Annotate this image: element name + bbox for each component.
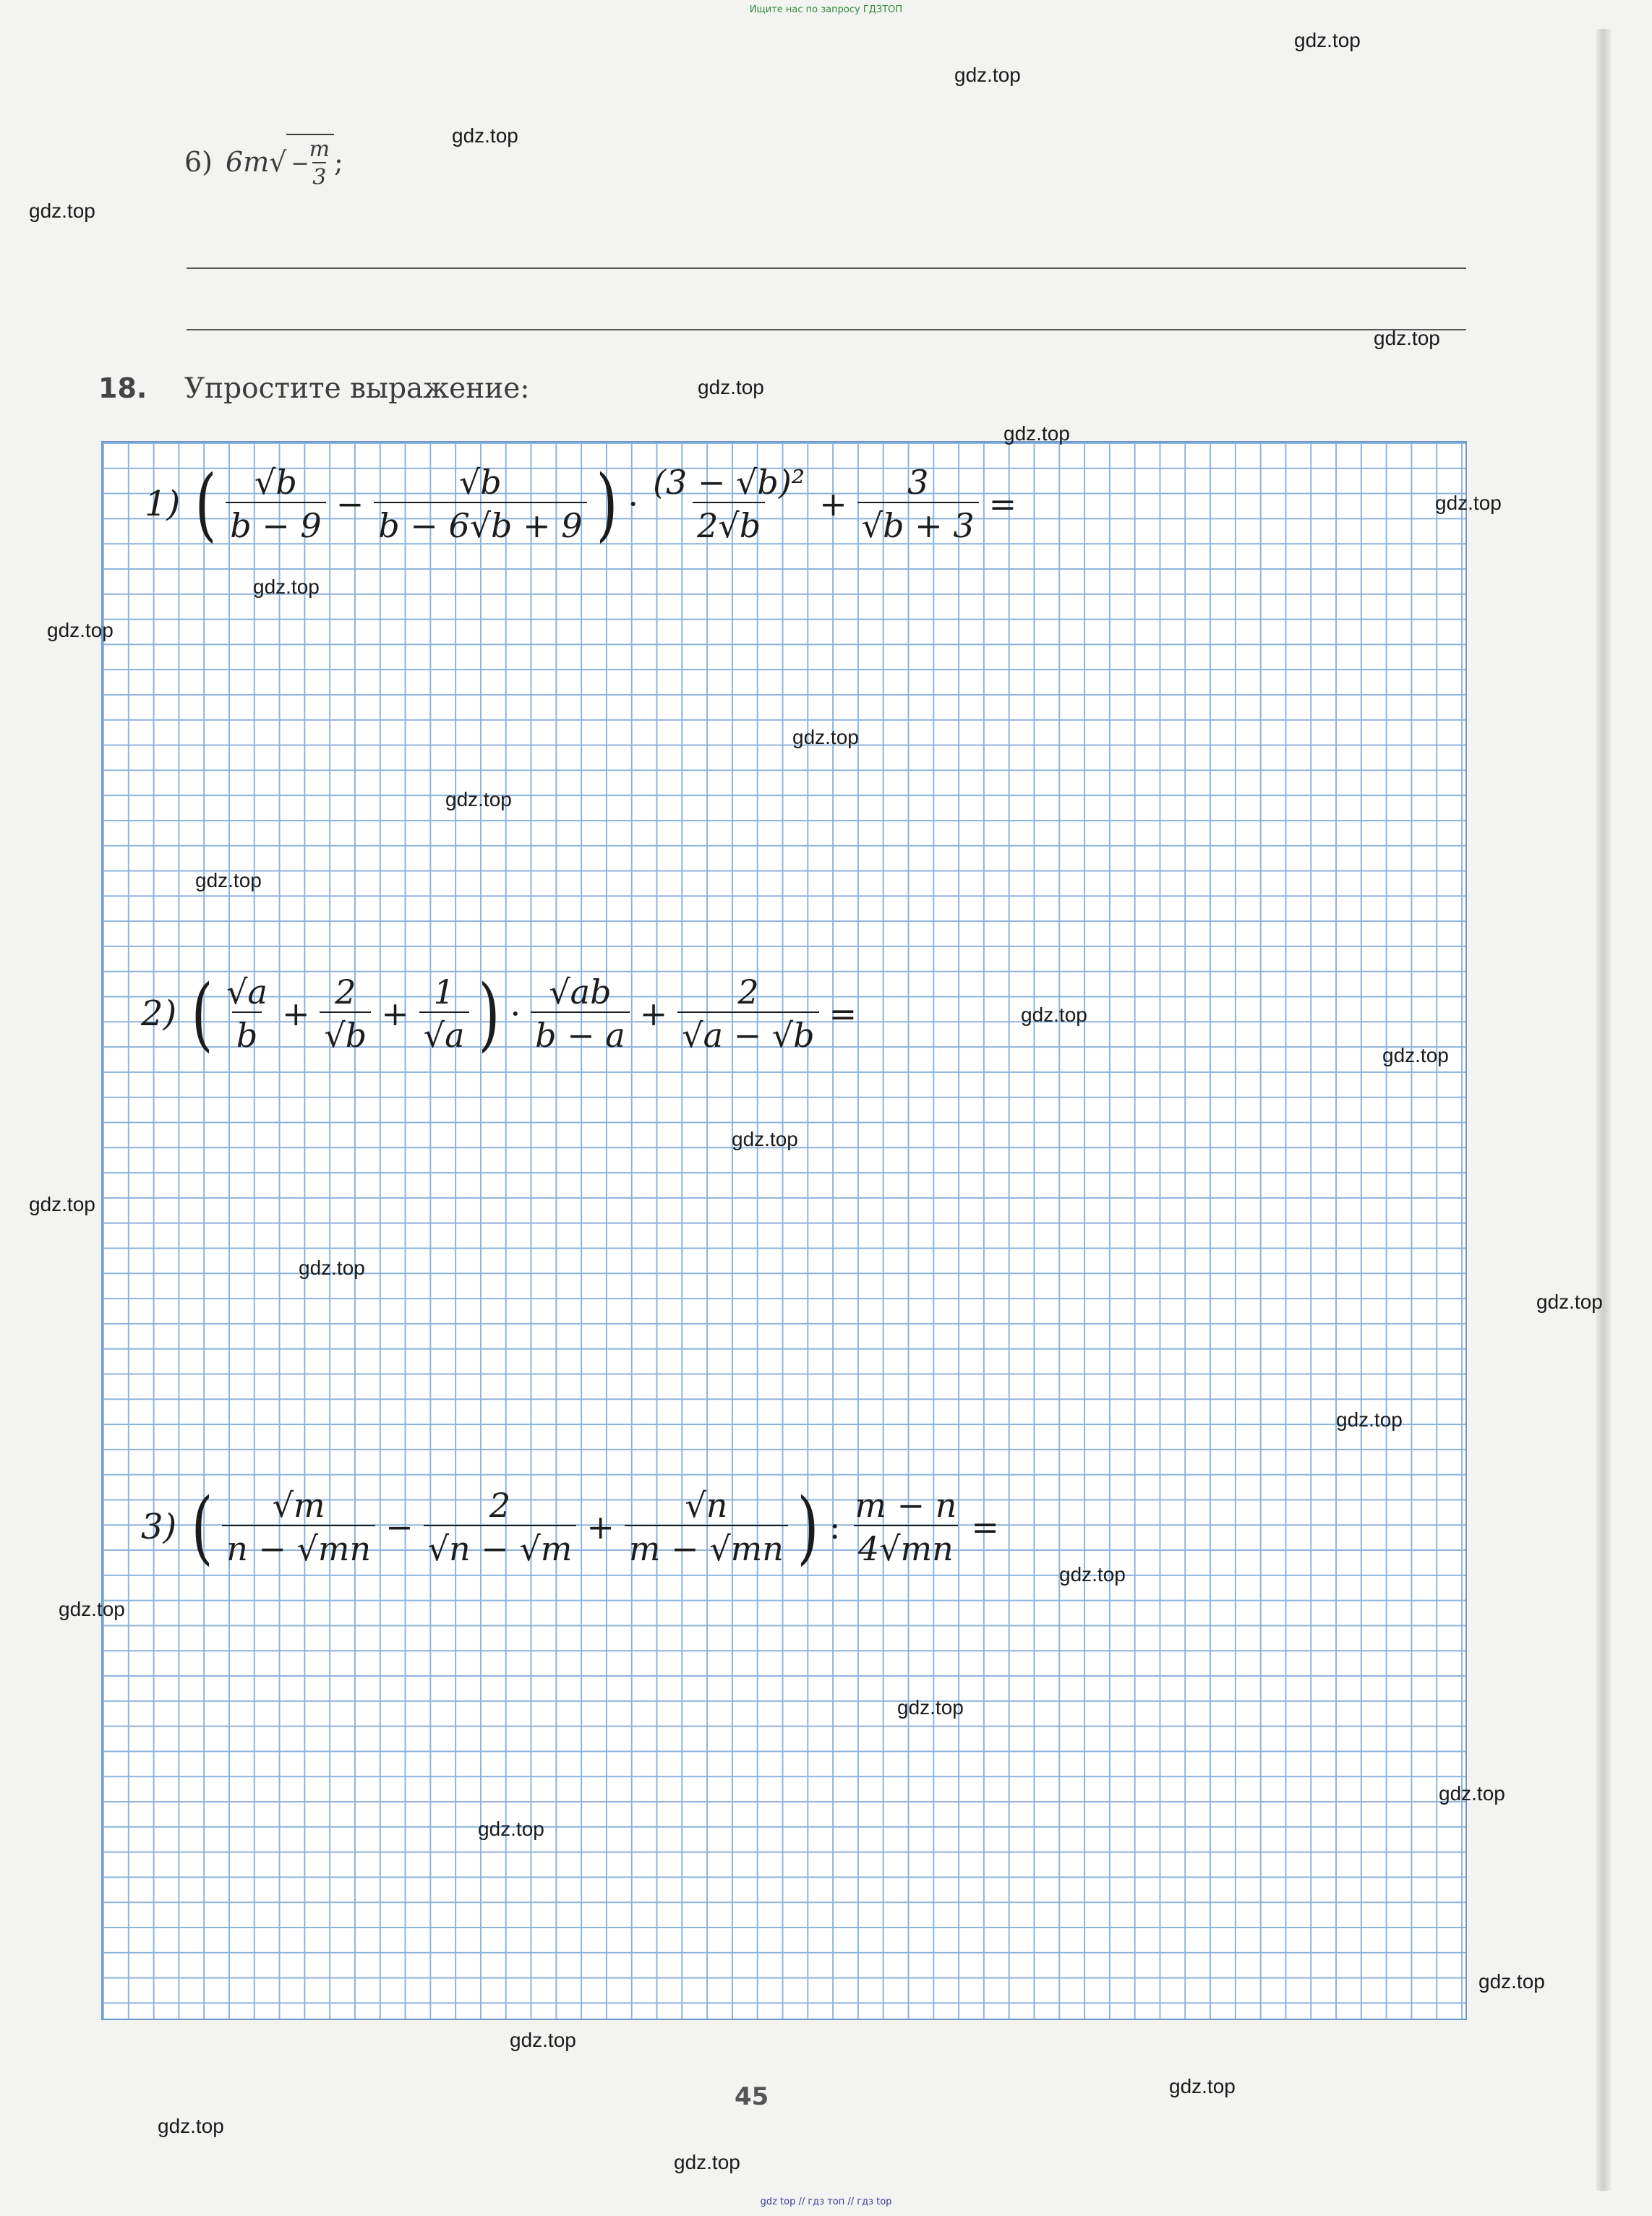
plus-sign: + <box>281 994 310 1033</box>
watermark: gdz.top <box>1536 1291 1603 1313</box>
watermark: gdz.top <box>732 1128 798 1150</box>
watermark: gdz.top <box>29 1193 95 1215</box>
watermark: gdz.top <box>510 2029 576 2051</box>
open-paren: ( <box>191 967 213 1060</box>
page-edge-shadow <box>1596 29 1611 2191</box>
watermark: gdz.top <box>299 1257 365 1279</box>
fraction: $\frac{√a}{b}$ <box>226 972 268 1055</box>
watermark: gdz.top <box>47 619 114 641</box>
close-paren: ) <box>595 458 618 550</box>
close-paren: ) <box>477 967 500 1060</box>
watermark: gdz.top <box>478 1818 544 1840</box>
watermark: gdz.top <box>452 124 518 147</box>
expression-3-label: 3) <box>141 1507 177 1547</box>
watermark: gdz.top <box>1003 422 1070 445</box>
graph-paper-grid <box>101 441 1467 2020</box>
close-paren: ) <box>797 1481 819 1573</box>
previous-item-label: 6) <box>184 146 213 178</box>
watermark: gdz.top <box>897 1696 964 1719</box>
fraction: $\frac{3}{√b + 3}$ <box>857 463 979 545</box>
watermark: gdz.top <box>1294 29 1361 51</box>
expression-1 <box>145 458 1022 550</box>
watermark: gdz.top <box>698 376 764 398</box>
answer-line-2 <box>187 329 1466 330</box>
watermark: gdz.top <box>158 2115 224 2137</box>
watermark: gdz.top <box>1059 1563 1126 1586</box>
previous-item-num: m <box>309 137 330 162</box>
previous-item-semicolon: ; <box>334 146 343 178</box>
watermark: gdz.top <box>1374 327 1440 349</box>
open-paren: ( <box>191 1481 213 1573</box>
watermark: gdz.top <box>674 2151 740 2173</box>
fraction: $\frac{√b}{b - 6√b + 9}$ <box>374 463 586 545</box>
watermark: gdz.top <box>1336 1408 1403 1431</box>
expression-3 <box>141 1481 1005 1573</box>
watermark: gdz.top <box>1021 1004 1087 1026</box>
equals-sign: = <box>971 1507 999 1547</box>
watermark: gdz.top <box>1478 1970 1545 1993</box>
watermark: gdz.top <box>29 200 95 222</box>
previous-item-minus: − <box>291 150 309 176</box>
fraction: $\frac{2}{√a - √b}$ <box>677 972 818 1055</box>
multiply-sign: · <box>628 484 639 523</box>
minus-sign: − <box>335 484 364 523</box>
plus-sign: + <box>381 994 409 1033</box>
task-number: 18. <box>98 372 147 404</box>
task-text: Упростите выражение: <box>184 372 530 405</box>
fraction: $\frac{√ab}{b - a}$ <box>531 972 630 1055</box>
fraction: $\frac{√m}{n - √mn}$ <box>222 1486 375 1568</box>
watermark: gdz.top <box>195 869 262 891</box>
expression-1-label: 1) <box>145 484 181 524</box>
equals-sign: = <box>829 994 857 1033</box>
multiply-sign: · <box>510 994 521 1033</box>
fraction: $\frac{2}{√n - √m}$ <box>424 1486 577 1568</box>
plus-sign: + <box>819 484 847 523</box>
previous-item-root: √ − $\frac{m}{3}$ <box>269 134 334 190</box>
previous-item <box>184 134 343 190</box>
watermark: gdz.top <box>1382 1044 1449 1066</box>
previous-item-den: 3 <box>312 162 326 190</box>
page-number: 45 <box>735 2082 769 2111</box>
fraction: $\frac{2}{√b}$ <box>320 972 371 1055</box>
top-banner[interactable]: Ищите нас по запросу ГДЗТОП <box>749 4 903 15</box>
watermark: gdz.top <box>954 64 1021 86</box>
watermark: gdz.top <box>445 788 512 810</box>
watermark: gdz.top <box>59 1598 125 1620</box>
watermark: gdz.top <box>1435 492 1502 514</box>
watermark: gdz.top <box>1439 1782 1505 1805</box>
divide-sign: : <box>829 1507 841 1547</box>
fraction: $\frac{\text{(3 − √b)²}}{2√b}$ <box>653 463 805 545</box>
equals-sign: = <box>988 484 1017 523</box>
fraction: $\frac{√n}{m - √mn}$ <box>625 1486 788 1568</box>
previous-item-coef: 6m <box>226 146 270 178</box>
plus-sign: + <box>586 1507 615 1547</box>
open-paren: ( <box>194 458 217 550</box>
answer-line-1 <box>187 268 1466 269</box>
bottom-banner[interactable]: gdz top // гдз топ // гдз top <box>760 2196 892 2207</box>
fraction: $\frac{1}{√a}$ <box>419 972 469 1055</box>
minus-sign: − <box>385 1507 414 1547</box>
fraction: $\frac{m - n}{4√mn}$ <box>855 1486 957 1568</box>
expression-2-label: 2) <box>141 993 177 1034</box>
fraction: $\frac{√b}{b - 9}$ <box>226 463 326 545</box>
expression-2 <box>141 967 863 1060</box>
watermark: gdz.top <box>792 726 859 748</box>
plus-sign: + <box>639 994 668 1033</box>
watermark: gdz.top <box>1169 2075 1236 2097</box>
watermark: gdz.top <box>253 576 320 598</box>
